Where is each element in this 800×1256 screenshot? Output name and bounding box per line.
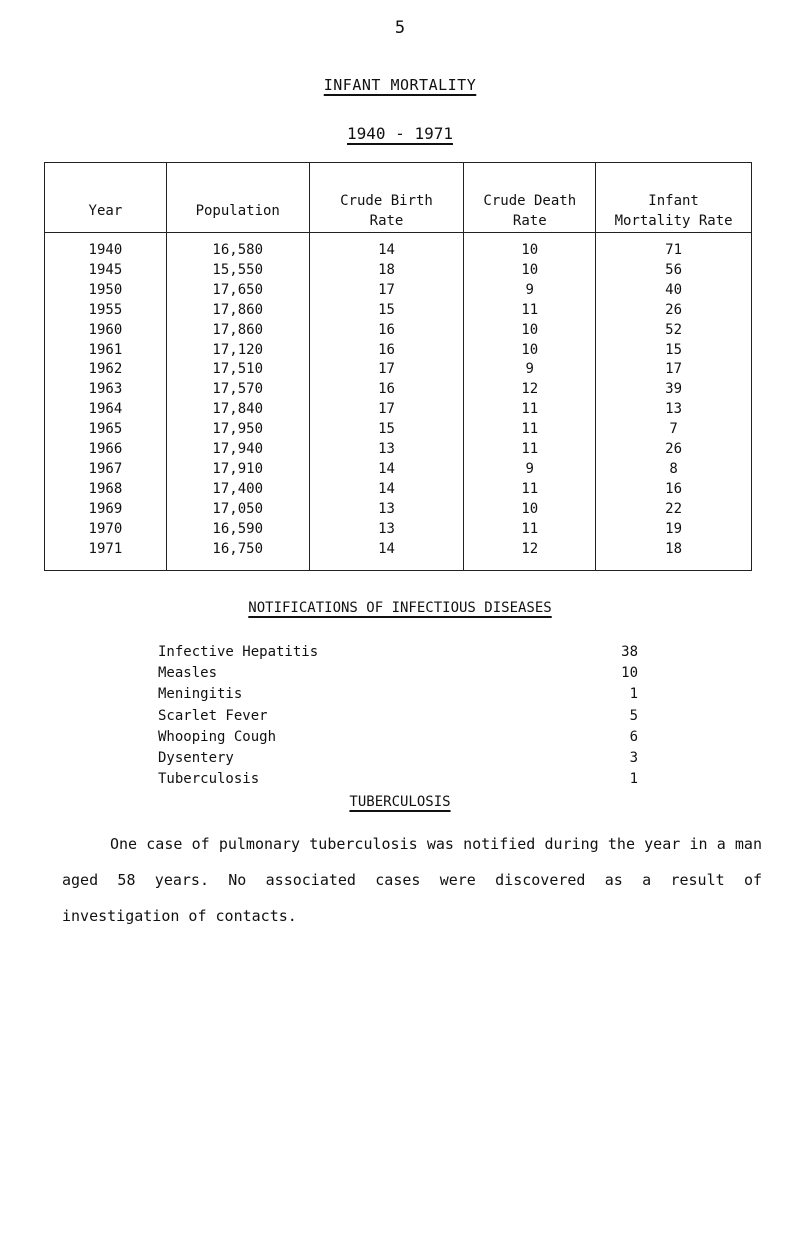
cell-birth-rate: 17: [309, 360, 464, 380]
cell-infant-mortality: 18: [596, 540, 752, 570]
list-item: [158, 684, 638, 705]
table-row: [45, 380, 752, 400]
disease-name: Infective Hepatitis: [158, 644, 319, 660]
list-item: [158, 748, 638, 769]
cell-infant-mortality: 26: [596, 440, 752, 460]
cell-year: 1968: [45, 480, 167, 500]
infant-mortality-table: [44, 162, 752, 571]
cell-birth-rate: 16: [309, 380, 464, 400]
cell-infant-mortality: 52: [596, 321, 752, 341]
header-imr-line-2: Mortality Rate: [614, 212, 733, 229]
cell-population: 16,590: [166, 520, 309, 540]
disease-name: Scarlet Fever: [158, 707, 268, 724]
table-row: [45, 301, 752, 321]
notifications-heading-text: NOTIFICATIONS OF INFECTIOUS DISEASES: [248, 600, 552, 616]
header-year-line-1: Year: [88, 202, 123, 219]
cell-death-rate: 11: [464, 440, 596, 460]
cell-year: 1970: [45, 520, 167, 540]
header-crude-death-line-2: Rate: [512, 212, 547, 229]
cell-year: 1955: [45, 301, 167, 321]
header-imr-line-1: Infant: [648, 192, 699, 209]
cell-year: 1962: [45, 360, 167, 380]
cell-birth-rate: 13: [309, 440, 464, 460]
disease-name: Measles: [158, 665, 218, 682]
cell-population: 16,750: [166, 540, 309, 570]
cell-infant-mortality: 22: [596, 500, 752, 520]
cell-death-rate: 11: [464, 420, 596, 440]
table-row: [45, 360, 752, 380]
cell-death-rate: 12: [464, 380, 596, 400]
disease-name: Dysentery: [158, 749, 234, 766]
page-title-text: INFANT MORTALITY: [323, 76, 477, 94]
list-item: [158, 663, 638, 684]
cell-year: 1950: [45, 281, 167, 301]
header-crude-death-line-1: Crude Death: [483, 192, 577, 209]
cell-death-rate: 11: [464, 520, 596, 540]
cell-year: 1967: [45, 460, 167, 480]
page-title: [0, 76, 800, 94]
cell-birth-rate: 14: [309, 480, 464, 500]
cell-infant-mortality: 15: [596, 341, 752, 361]
table-row: [45, 341, 752, 361]
cell-population: 17,650: [166, 281, 309, 301]
cell-death-rate: 9: [464, 360, 596, 380]
notifications-heading: [0, 600, 800, 616]
cell-population: 17,950: [166, 420, 309, 440]
page-subtitle: [0, 124, 800, 143]
tuberculosis-paragraph: One case of pulmonary tuberculosis was notified during the year in a man aged 58 years. No associated cases were discovered as a result of investigation of contacts.: [62, 835, 762, 925]
header-crude-birth-line-1: Crude Birth: [340, 192, 433, 209]
page-subtitle-text: 1940 - 1971: [347, 124, 453, 143]
cell-birth-rate: 16: [309, 321, 464, 341]
table-row: [45, 400, 752, 420]
cell-birth-rate: 16: [309, 341, 464, 361]
disease-name: Tuberculosis: [158, 771, 260, 788]
table-row: [45, 321, 752, 341]
cell-infant-mortality: 19: [596, 520, 752, 540]
cell-population: 17,050: [166, 500, 309, 520]
cell-infant-mortality: 13: [596, 400, 752, 420]
cell-year: 1963: [45, 380, 167, 400]
cell-death-rate: 10: [464, 233, 596, 261]
cell-birth-rate: 14: [309, 540, 464, 570]
header-infant-mortality-rate: [596, 163, 752, 233]
cell-year: 1966: [45, 440, 167, 460]
table-row: [45, 500, 752, 520]
cell-death-rate: 10: [464, 500, 596, 520]
cell-birth-rate: 13: [309, 520, 464, 540]
cell-infant-mortality: 56: [596, 261, 752, 281]
cell-death-rate: 11: [464, 400, 596, 420]
cell-infant-mortality: 40: [596, 281, 752, 301]
cell-population: 17,860: [166, 301, 309, 321]
disease-count: 1: [629, 771, 638, 788]
cell-year: 1940: [45, 233, 167, 261]
cell-population: 17,400: [166, 480, 309, 500]
tuberculosis-heading-text: TUBERCULOSIS: [349, 794, 451, 810]
table-row: [45, 520, 752, 540]
cell-population: 15,550: [166, 261, 309, 281]
header-population: [166, 163, 309, 233]
disease-count: 5: [629, 707, 638, 724]
cell-year: 1964: [45, 400, 167, 420]
table-header-row: [45, 163, 752, 233]
cell-population: 16,580: [166, 233, 309, 261]
cell-death-rate: 9: [464, 281, 596, 301]
disease-name: Whooping Cough: [158, 728, 277, 745]
cell-birth-rate: 13: [309, 500, 464, 520]
disease-count: 10: [621, 665, 638, 682]
cell-population: 17,860: [166, 321, 309, 341]
cell-infant-mortality: 16: [596, 480, 752, 500]
cell-birth-rate: 15: [309, 301, 464, 321]
cell-infant-mortality: 8: [596, 460, 752, 480]
cell-birth-rate: 17: [309, 400, 464, 420]
cell-infant-mortality: 17: [596, 360, 752, 380]
list-item: [158, 706, 638, 727]
header-year: [45, 163, 167, 233]
cell-infant-mortality: 26: [596, 301, 752, 321]
table-row: [45, 540, 752, 570]
page-number: 5: [394, 18, 406, 38]
table-row: [45, 460, 752, 480]
table-row: [45, 281, 752, 301]
header-population-line-1: Population: [195, 202, 280, 219]
list-item: [158, 769, 638, 790]
cell-population: 17,570: [166, 380, 309, 400]
table-row: [45, 233, 752, 261]
cell-population: 17,910: [166, 460, 309, 480]
cell-birth-rate: 18: [309, 261, 464, 281]
header-crude-death-rate: [464, 163, 596, 233]
cell-death-rate: 9: [464, 460, 596, 480]
table-row: [45, 261, 752, 281]
cell-birth-rate: 14: [309, 233, 464, 261]
cell-year: 1961: [45, 341, 167, 361]
cell-year: 1965: [45, 420, 167, 440]
disease-count: 1: [629, 686, 638, 703]
notifications-list: [158, 642, 638, 790]
disease-count: 38: [621, 644, 638, 660]
header-crude-birth-rate: [309, 163, 464, 233]
table-row: [45, 480, 752, 500]
cell-death-rate: 12: [464, 540, 596, 570]
tuberculosis-section: [62, 826, 762, 934]
cell-year: 1945: [45, 261, 167, 281]
cell-population: 17,510: [166, 360, 309, 380]
cell-population: 17,940: [166, 440, 309, 460]
list-item: [158, 727, 638, 748]
table-row: [45, 420, 752, 440]
cell-infant-mortality: 7: [596, 420, 752, 440]
tuberculosis-heading: [0, 794, 800, 810]
cell-birth-rate: 14: [309, 460, 464, 480]
cell-year: 1960: [45, 321, 167, 341]
list-item: [158, 642, 638, 663]
cell-infant-mortality: 39: [596, 380, 752, 400]
header-crude-birth-line-2: Rate: [369, 212, 404, 229]
disease-count: 6: [629, 728, 638, 745]
cell-death-rate: 10: [464, 261, 596, 281]
cell-death-rate: 10: [464, 341, 596, 361]
cell-birth-rate: 17: [309, 281, 464, 301]
disease-count: 3: [629, 749, 638, 766]
cell-death-rate: 10: [464, 321, 596, 341]
cell-population: 17,840: [166, 400, 309, 420]
cell-year: 1969: [45, 500, 167, 520]
disease-name: Meningitis: [158, 686, 243, 703]
cell-infant-mortality: 71: [596, 233, 752, 261]
cell-death-rate: 11: [464, 480, 596, 500]
cell-death-rate: 11: [464, 301, 596, 321]
cell-year: 1971: [45, 540, 167, 570]
cell-birth-rate: 15: [309, 420, 464, 440]
table-row: [45, 440, 752, 460]
cell-population: 17,120: [166, 341, 309, 361]
